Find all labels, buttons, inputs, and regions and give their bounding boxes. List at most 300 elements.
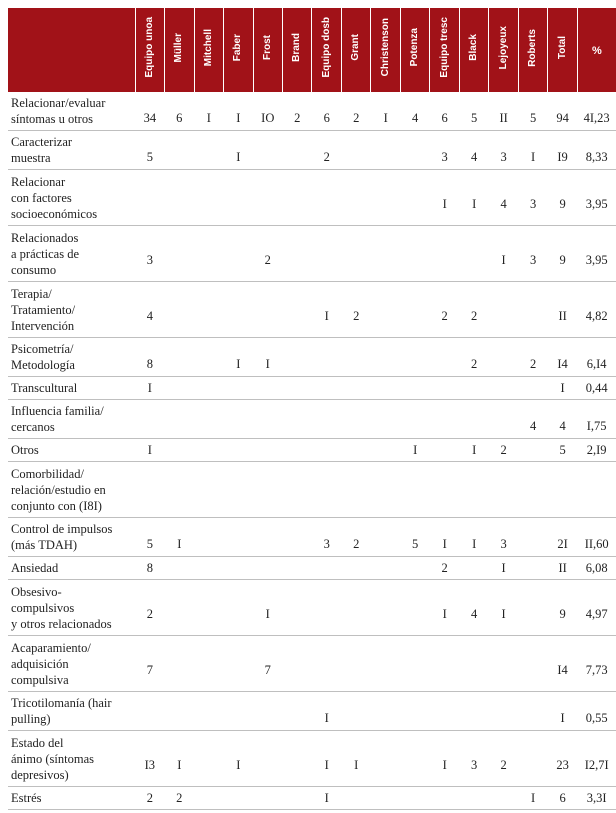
count-cell: [371, 400, 400, 439]
column-header-label: Total: [556, 35, 568, 60]
count-cell: [459, 557, 488, 580]
count-cell: [312, 462, 341, 518]
count-cell: [459, 462, 488, 518]
count-cell: [165, 400, 194, 439]
count-cell: [194, 170, 223, 226]
column-header: [194, 8, 223, 92]
table-row: [8, 92, 616, 131]
count-cell: [283, 462, 312, 518]
count-cell: [224, 518, 253, 557]
row-label-line: muestra: [11, 151, 51, 165]
column-header-label: Roberts: [527, 28, 539, 67]
column-header-label: Black: [468, 34, 480, 61]
row-label-line: pulling): [11, 712, 51, 726]
row-label-line: síntomas u otros: [11, 112, 93, 126]
column-header: [135, 8, 164, 92]
column-header-label: Frost: [261, 35, 273, 60]
count-cell: [341, 377, 370, 400]
row-label-line: Intervención: [11, 318, 75, 333]
count-cell: 7: [253, 636, 282, 692]
column-header-label: Brand: [291, 33, 303, 62]
row-label-line: Caracterizar: [11, 135, 73, 149]
count-cell: I: [518, 131, 547, 170]
count-cell: 2: [135, 580, 164, 636]
row-label-line: ánimo (síntomas: [11, 751, 94, 766]
count-cell: 4: [400, 92, 429, 131]
count-cell: 3: [489, 131, 518, 170]
row-label: [8, 636, 135, 692]
count-cell: I: [312, 282, 341, 338]
count-cell: [430, 226, 459, 282]
count-cell: 2: [341, 282, 370, 338]
count-cell: 3: [489, 518, 518, 557]
percent-cell: 2,I9: [577, 439, 616, 462]
row-label-line: y otros relacionados: [11, 616, 112, 631]
count-cell: 6: [312, 92, 341, 131]
count-cell: [371, 338, 400, 377]
count-cell: [194, 462, 223, 518]
column-header-label: Equipo dosb: [320, 17, 332, 78]
row-label-line: Psicometría/: [11, 342, 74, 356]
count-cell: I: [312, 787, 341, 810]
count-cell: 5: [518, 92, 547, 131]
count-cell: 6: [430, 92, 459, 131]
count-cell: [253, 439, 282, 462]
count-cell: [430, 462, 459, 518]
count-cell: [518, 731, 547, 787]
percent-cell: 7,73: [577, 636, 616, 692]
count-cell: [224, 462, 253, 518]
count-cell: [253, 518, 282, 557]
count-cell: 2: [459, 282, 488, 338]
count-cell: 4: [459, 131, 488, 170]
count-cell: 3: [518, 170, 547, 226]
count-cell: [430, 439, 459, 462]
count-cell: [518, 692, 547, 731]
count-cell: 5: [459, 92, 488, 131]
count-cell: [283, 557, 312, 580]
count-cell: [400, 636, 429, 692]
row-label: [8, 170, 135, 226]
total-cell: 23: [548, 731, 577, 787]
count-cell: 2: [312, 131, 341, 170]
count-cell: 4: [459, 580, 488, 636]
count-cell: [165, 580, 194, 636]
row-label: [8, 226, 135, 282]
row-label-line: Ansiedad: [11, 561, 59, 575]
count-cell: I: [400, 439, 429, 462]
row-label: [8, 338, 135, 377]
row-label-line: consumo: [11, 262, 57, 277]
count-cell: I: [165, 731, 194, 787]
count-cell: [341, 580, 370, 636]
count-cell: [312, 580, 341, 636]
count-cell: [283, 731, 312, 787]
count-cell: 6: [165, 92, 194, 131]
count-cell: IO: [253, 92, 282, 131]
count-cell: [400, 377, 429, 400]
count-cell: 2: [253, 226, 282, 282]
count-cell: [430, 338, 459, 377]
count-cell: I: [430, 731, 459, 787]
column-header: [548, 8, 577, 92]
column-header: [341, 8, 370, 92]
count-cell: [283, 692, 312, 731]
count-cell: [194, 518, 223, 557]
row-label: [8, 439, 135, 462]
total-cell: I: [548, 692, 577, 731]
total-cell: I4: [548, 338, 577, 377]
total-cell: I4: [548, 636, 577, 692]
count-cell: 4: [489, 170, 518, 226]
header-corner: [8, 8, 135, 92]
count-cell: [194, 731, 223, 787]
row-label-line: Acaparamiento/: [11, 640, 91, 655]
count-cell: [371, 131, 400, 170]
total-cell: I9: [548, 131, 577, 170]
row-label: [8, 580, 135, 636]
count-cell: [194, 131, 223, 170]
row-label: [8, 377, 135, 400]
count-cell: [400, 580, 429, 636]
total-cell: 2I: [548, 518, 577, 557]
count-cell: [283, 400, 312, 439]
row-label-line: Control de impulsos: [11, 522, 113, 536]
count-cell: [283, 518, 312, 557]
count-cell: I: [253, 338, 282, 377]
count-cell: [283, 439, 312, 462]
count-cell: [194, 282, 223, 338]
table-row: [8, 439, 616, 462]
row-label-line: Metodología: [11, 358, 75, 372]
count-cell: [253, 462, 282, 518]
count-cell: [400, 731, 429, 787]
count-cell: [253, 400, 282, 439]
percent-cell: 6,I4: [577, 338, 616, 377]
count-cell: [312, 338, 341, 377]
column-header: [312, 8, 341, 92]
count-cell: 2: [459, 338, 488, 377]
column-header: [253, 8, 282, 92]
count-cell: 3: [312, 518, 341, 557]
count-cell: [165, 439, 194, 462]
percent-cell: 4I,23: [577, 92, 616, 131]
count-cell: 2: [283, 92, 312, 131]
row-label-line: Relacionar/evaluar: [11, 96, 106, 110]
count-cell: [253, 170, 282, 226]
count-cell: [283, 131, 312, 170]
total-cell: II: [548, 282, 577, 338]
count-cell: [371, 557, 400, 580]
column-header: [518, 8, 547, 92]
count-cell: 5: [135, 518, 164, 557]
column-header-label: Faber: [232, 33, 244, 62]
percent-cell: [577, 462, 616, 518]
count-cell: [459, 787, 488, 810]
count-cell: I: [253, 580, 282, 636]
count-cell: [224, 692, 253, 731]
count-cell: I: [312, 731, 341, 787]
count-cell: 7: [135, 636, 164, 692]
count-cell: [400, 787, 429, 810]
percent-cell: I2,7I: [577, 731, 616, 787]
count-cell: I: [194, 92, 223, 131]
table-row: [8, 226, 616, 282]
count-cell: [489, 462, 518, 518]
row-label-line: compulsivos: [11, 600, 75, 615]
row-label-line: depresivos): [11, 767, 69, 782]
count-cell: [430, 636, 459, 692]
column-header-label: Grant: [350, 34, 362, 61]
count-cell: [430, 377, 459, 400]
count-cell: [459, 377, 488, 400]
count-cell: [253, 282, 282, 338]
count-cell: [459, 226, 488, 282]
row-label: [8, 92, 135, 131]
table-row: [8, 692, 616, 731]
count-cell: [312, 439, 341, 462]
column-header: [430, 8, 459, 92]
count-cell: [224, 400, 253, 439]
count-cell: [224, 226, 253, 282]
count-cell: 5: [135, 131, 164, 170]
count-cell: [194, 580, 223, 636]
count-cell: [165, 692, 194, 731]
count-cell: I: [224, 731, 253, 787]
count-cell: [400, 692, 429, 731]
count-cell: [194, 557, 223, 580]
count-cell: [400, 282, 429, 338]
count-cell: [371, 518, 400, 557]
count-cell: [489, 282, 518, 338]
count-cell: 8: [135, 338, 164, 377]
row-label-line: (más TDAH): [11, 538, 78, 552]
count-cell: I: [371, 92, 400, 131]
count-cell: [135, 170, 164, 226]
total-cell: [548, 462, 577, 518]
column-header-label: Müller: [173, 32, 185, 63]
count-cell: [341, 636, 370, 692]
count-cell: [489, 338, 518, 377]
count-cell: [371, 226, 400, 282]
row-label-line: Transcultural: [11, 381, 78, 395]
percent-cell: I,75: [577, 400, 616, 439]
count-cell: [371, 170, 400, 226]
row-label: [8, 462, 135, 518]
column-header: [165, 8, 194, 92]
count-cell: [283, 636, 312, 692]
row-label-line: con factores: [11, 190, 72, 205]
table-row: [8, 580, 616, 636]
row-label-line: adquisición: [11, 656, 69, 671]
row-label: [8, 557, 135, 580]
count-cell: [312, 400, 341, 439]
count-cell: [194, 636, 223, 692]
row-label-line: socioeconómicos: [11, 206, 98, 221]
count-cell: I: [224, 338, 253, 377]
row-label-line: Relacionar: [11, 174, 66, 189]
count-cell: I: [518, 787, 547, 810]
count-cell: [194, 400, 223, 439]
count-cell: [253, 787, 282, 810]
row-label-line: cercanos: [11, 420, 55, 434]
count-cell: I: [312, 692, 341, 731]
count-cell: I: [430, 580, 459, 636]
count-cell: [312, 636, 341, 692]
row-label-line: Tricotilomanía (hair: [11, 696, 112, 710]
row-label: [8, 282, 135, 338]
count-cell: [371, 282, 400, 338]
count-cell: [400, 226, 429, 282]
count-cell: [341, 462, 370, 518]
total-cell: 9: [548, 580, 577, 636]
count-cell: [518, 377, 547, 400]
count-cell: I: [459, 518, 488, 557]
count-cell: [430, 400, 459, 439]
count-cell: [165, 636, 194, 692]
percent-cell: 3,3I: [577, 787, 616, 810]
row-label: [8, 518, 135, 557]
count-cell: [518, 580, 547, 636]
count-cell: [341, 170, 370, 226]
percent-cell: 4,97: [577, 580, 616, 636]
count-cell: [165, 282, 194, 338]
count-cell: [341, 131, 370, 170]
table-container: [8, 8, 616, 810]
count-cell: [489, 377, 518, 400]
row-label-line: compulsiva: [11, 672, 69, 687]
count-cell: I: [489, 580, 518, 636]
count-cell: [371, 636, 400, 692]
count-cell: I: [165, 518, 194, 557]
count-cell: [224, 282, 253, 338]
count-cell: [371, 439, 400, 462]
count-cell: [489, 692, 518, 731]
count-cell: [283, 226, 312, 282]
count-cell: 3: [430, 131, 459, 170]
count-cell: 2: [135, 787, 164, 810]
table-row: [8, 731, 616, 787]
row-label: [8, 400, 135, 439]
count-cell: [341, 557, 370, 580]
count-cell: 4: [518, 400, 547, 439]
count-cell: [459, 400, 488, 439]
count-cell: I: [341, 731, 370, 787]
count-cell: I: [459, 170, 488, 226]
count-cell: [518, 282, 547, 338]
count-cell: [341, 439, 370, 462]
percent-cell: 0,44: [577, 377, 616, 400]
count-cell: [341, 226, 370, 282]
total-cell: 4: [548, 400, 577, 439]
row-label-line: conjunto con (I8I): [11, 498, 102, 513]
count-cell: 2: [341, 518, 370, 557]
row-label-line: a prácticas de: [11, 246, 80, 261]
count-cell: [135, 400, 164, 439]
count-cell: [341, 692, 370, 731]
count-cell: [459, 636, 488, 692]
row-label-line: Tratamiento/: [11, 302, 76, 317]
count-cell: [371, 580, 400, 636]
count-cell: 4: [135, 282, 164, 338]
row-label-line: Otros: [11, 443, 39, 457]
count-cell: [165, 226, 194, 282]
count-cell: [194, 787, 223, 810]
count-cell: [489, 400, 518, 439]
count-cell: [312, 226, 341, 282]
count-cell: [135, 462, 164, 518]
table-row: [8, 131, 616, 170]
row-label: [8, 692, 135, 731]
count-cell: [518, 439, 547, 462]
count-cell: [430, 787, 459, 810]
row-label-line: Estado del: [11, 735, 64, 750]
table-row: [8, 557, 616, 580]
count-cell: [224, 439, 253, 462]
column-header: [371, 8, 400, 92]
row-label: [8, 131, 135, 170]
count-cell: [135, 692, 164, 731]
column-header-label: Equipo tresc: [438, 17, 450, 78]
table-row: [8, 462, 616, 518]
count-cell: [283, 377, 312, 400]
table-row: [8, 282, 616, 338]
total-cell: 6: [548, 787, 577, 810]
count-cell: [165, 377, 194, 400]
count-cell: [194, 377, 223, 400]
count-cell: [194, 226, 223, 282]
count-cell: 3: [459, 731, 488, 787]
count-cell: [400, 131, 429, 170]
total-cell: 9: [548, 226, 577, 282]
count-cell: [283, 580, 312, 636]
total-cell: I: [548, 377, 577, 400]
count-cell: I: [459, 439, 488, 462]
count-cell: [224, 636, 253, 692]
row-label-line: Obsesivo-: [11, 584, 62, 599]
count-cell: [283, 787, 312, 810]
count-cell: [312, 557, 341, 580]
count-cell: [489, 636, 518, 692]
count-cell: [253, 557, 282, 580]
count-cell: 2: [489, 731, 518, 787]
count-cell: I: [489, 226, 518, 282]
total-cell: 5: [548, 439, 577, 462]
count-cell: [165, 462, 194, 518]
count-cell: [400, 462, 429, 518]
count-cell: [224, 377, 253, 400]
total-cell: 9: [548, 170, 577, 226]
table-row: [8, 377, 616, 400]
count-cell: 2: [518, 338, 547, 377]
count-cell: [194, 439, 223, 462]
table-row: [8, 787, 616, 810]
column-header-label: Lejoyeux: [497, 25, 509, 70]
percent-cell: 3,95: [577, 226, 616, 282]
count-cell: 5: [400, 518, 429, 557]
count-cell: [253, 692, 282, 731]
count-cell: 3: [135, 226, 164, 282]
count-cell: [224, 580, 253, 636]
column-header: [224, 8, 253, 92]
percent-cell: 0,55: [577, 692, 616, 731]
count-cell: I: [489, 557, 518, 580]
count-cell: [400, 557, 429, 580]
count-cell: [283, 338, 312, 377]
count-cell: [312, 170, 341, 226]
count-cell: 2: [489, 439, 518, 462]
count-cell: I: [224, 92, 253, 131]
